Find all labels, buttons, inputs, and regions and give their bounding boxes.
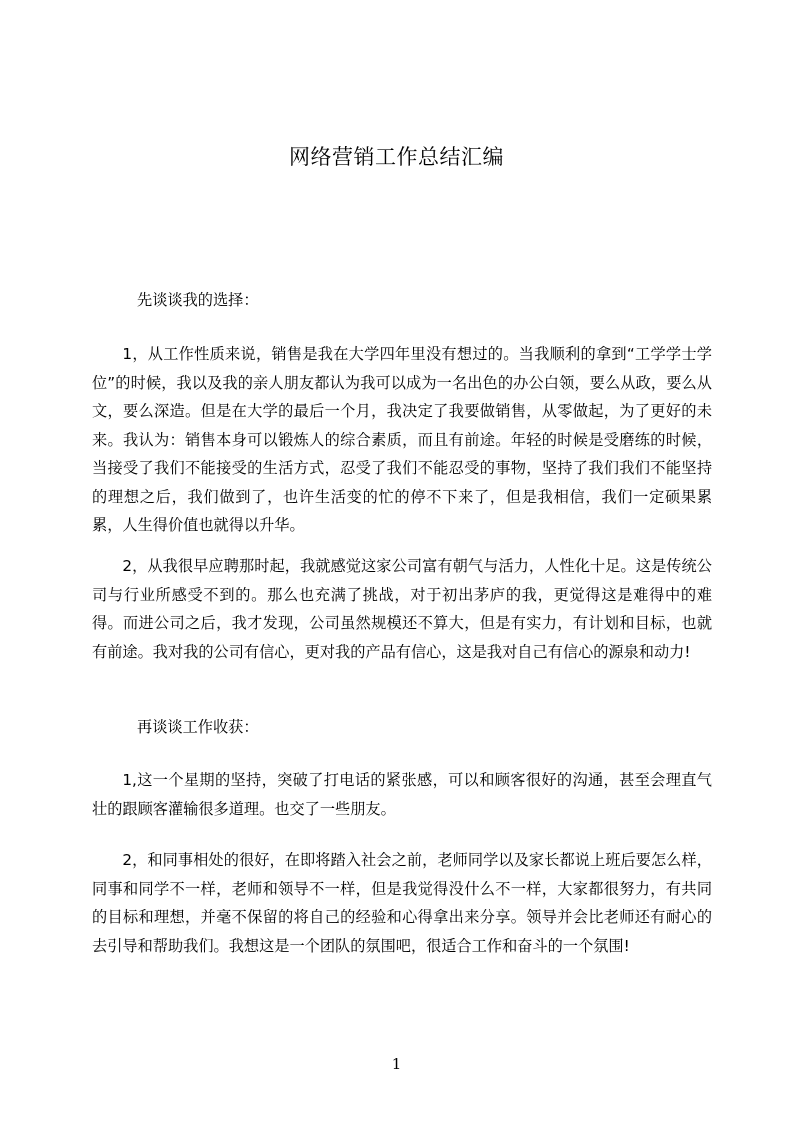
page-number: 1 — [391, 1055, 402, 1073]
paragraph-choice-2: 2，从我很早应聘那时起，我就感觉这家公司富有朝气与活力，人性化十足。这是传统公司与行业所感受不到的。那么也充满了挑战，对于初出茅庐的我，更觉得这是难得中的难得。而进公司之后，我才发现，公司虽然规模还不算大，但是有实力，有计划和目标，也就有前途。我对我的公司有信心，更对我的产品有信心，这是我对自己有信心的源泉和动力! — [92, 557, 712, 661]
section-heading-gains: 再谈谈工作收获： — [137, 718, 259, 736]
paragraph-gains-2: 2，和同事相处的很好，在即将踏入社会之前，老师同学以及家长都说上班后要怎么样，同事和同学不一样，老师和领导不一样，但是我觉得没什么不一样，大家都很努力，有共同的目标和理想，并毫不保留的将自己的经验和心得拿出来分享。领导并会比老师还有耐心的去引导和帮助我们。我想这是一个团队的氛围吧，很适合工作和奋斗的一个氛围! — [92, 851, 712, 955]
document-title: 网络营销工作总结汇编 — [289, 145, 504, 169]
section-heading-choice: 先谈谈我的选择： — [137, 291, 259, 309]
paragraph-choice-1: 1，从工作性质来说，销售是我在大学四年里没有想过的。当我顺利的拿到“工学学士学位”的时候，我以及我的亲人朋友都认为我可以成为一名出色的办公白领，要么从政，要么从文，要么深造。但是在大学的最后一个月，我决定了我要做销售，从零做起，为了更好的未来。我认为：销售本身可以锻炼人的综合素质，而且有前途。年轻的时候是受磨练的时候，当接受了我们不能接受的生活方式，忍受了我们不能忍受的事物，坚持了我们我们不能坚持的理想之后，我们做到了，也许生活变的忙的停不下来了，但是我相信，我们一定硕果累累，人生得价值也就得以升华。 — [92, 345, 712, 534]
paragraph-gains-1: 1,这一个星期的坚持，突破了打电话的紧张感，可以和顾客很好的沟通，甚至会理直气壮的跟顾客灌输很多道理。也交了一些朋友。 — [92, 771, 712, 818]
